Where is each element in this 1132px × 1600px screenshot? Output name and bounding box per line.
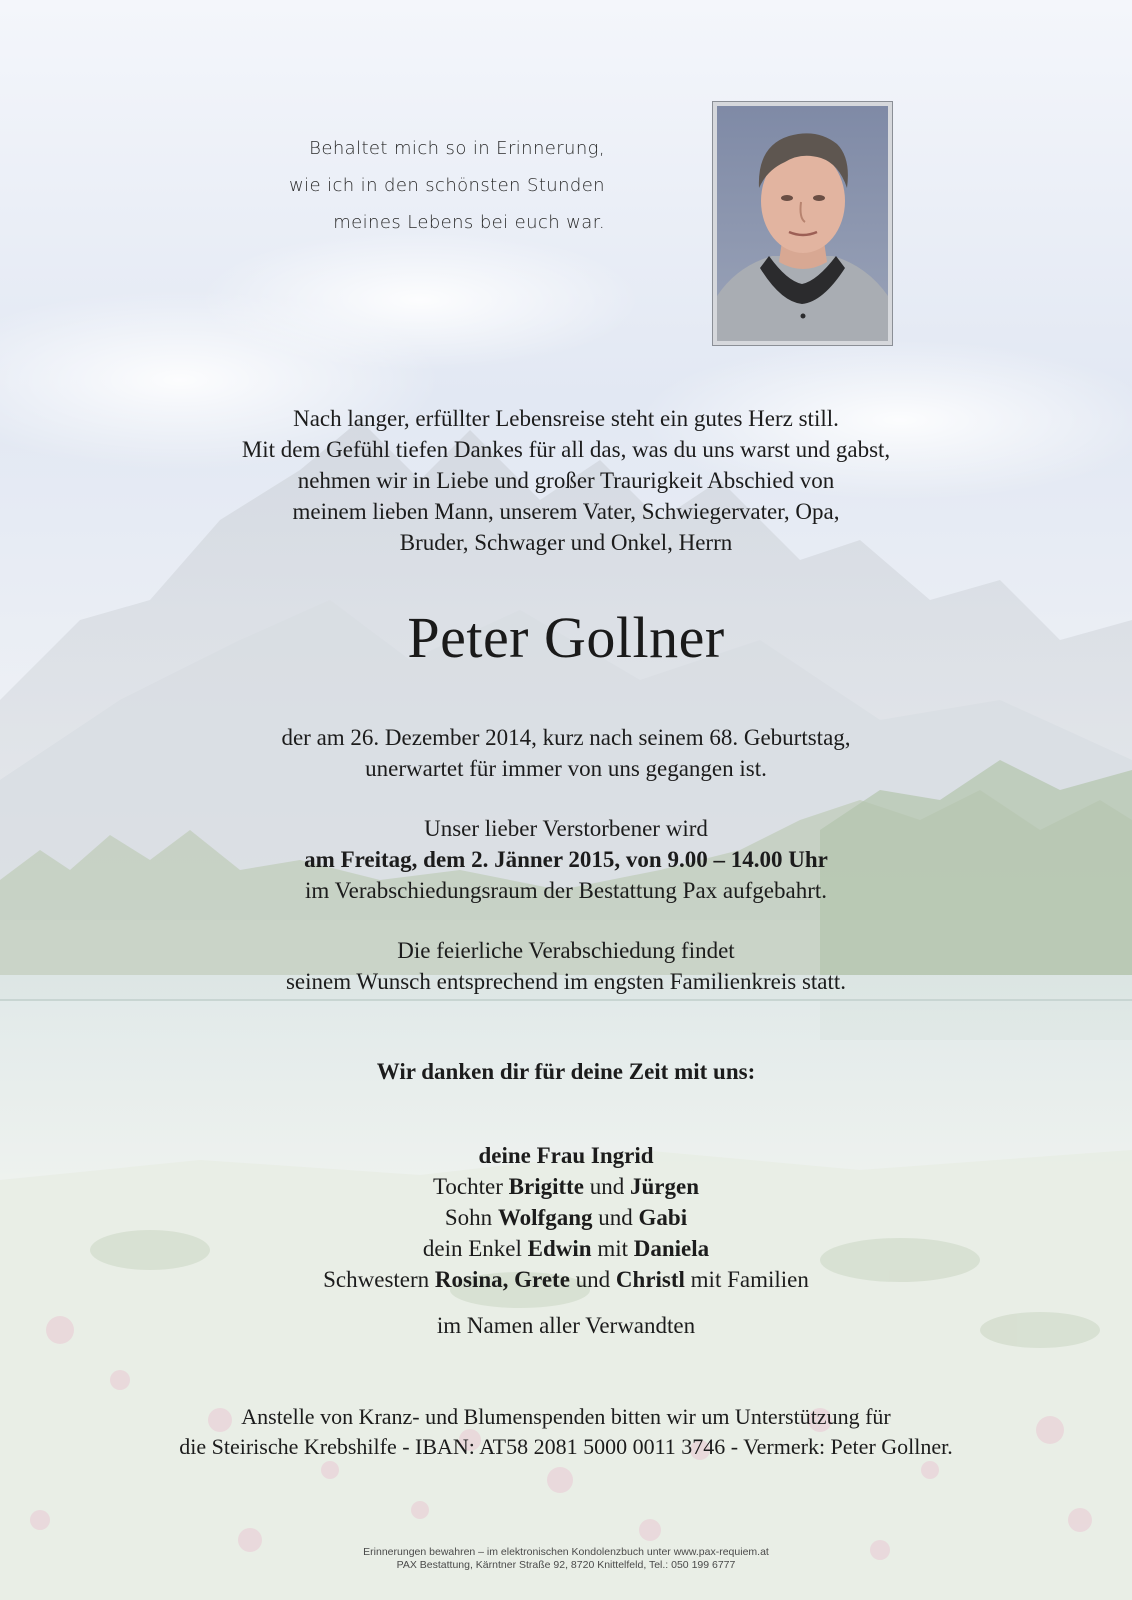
footer-condolence-line: Erinnerungen bewahren – im elektronischen Kondolenzbuch unter www.pax-requiem.at [363, 1546, 769, 1558]
grandson-name: Edwin [527, 1236, 592, 1261]
intro-line: Bruder, Schwager und Onkel, Herrn [399, 530, 733, 555]
family-wife [116, 1140, 1016, 1171]
ceremony-line: Die feierliche Verabschiedung findet [397, 938, 735, 963]
conjunction: und [592, 1205, 639, 1230]
memorial-quote [200, 130, 605, 241]
quote-line: Behaltet mich so in Erinnerung, [309, 138, 605, 159]
relatives-line: im Namen aller Verwandten [436, 1313, 696, 1338]
wake-line: Unser lieber Verstorbener wird [424, 816, 708, 841]
death-line: der am 26. Dezember 2014, kurz nach seinem 68. Geburtstag, [281, 725, 851, 750]
grandson-partner-name: Daniela [633, 1236, 710, 1261]
conjunction: mit [591, 1236, 634, 1261]
sister-name: Christl [615, 1267, 685, 1292]
family-son [116, 1202, 1016, 1233]
son-name: Wolfgang [497, 1205, 593, 1230]
ceremony-line: seinem Wunsch entsprechend im engsten Familienkreis statt. [285, 969, 847, 994]
quote-line: wie ich in den schönsten Stunden [288, 175, 605, 196]
intro-line: nehmen wir in Liebe und großer Traurigkeit Abschied von [297, 468, 835, 493]
death-details [116, 722, 1016, 784]
family-list [116, 1140, 1016, 1295]
family-grandson [116, 1233, 1016, 1264]
intro-line: Nach langer, erfüllter Lebensreise steht ein gutes Herz still. [293, 406, 839, 431]
donation-request [116, 1402, 1016, 1462]
intro-line: Mit dem Gefühl tiefen Dankes für all das, was du uns warst und gabst, [241, 437, 891, 462]
relation-suffix: mit Familien [684, 1267, 809, 1292]
ceremony-details [116, 935, 1016, 997]
wake-date-time: am Freitag, dem 2. Jänner 2015, von 9.00 – 14.00 Uhr [304, 847, 828, 872]
portrait-image [717, 106, 888, 341]
donation-line: Anstelle von Kranz- und Blumenspenden bitten wir um Unterstützung für [241, 1404, 891, 1429]
sisters-names: Rosina, Grete [434, 1267, 570, 1292]
thanks-heading: Wir danken dir für deine Zeit mit uns: [376, 1059, 756, 1084]
wake-details [116, 813, 1016, 906]
funeral-home-footer [116, 1546, 1016, 1572]
relation-label: Tochter [432, 1174, 509, 1199]
conjunction: und [584, 1174, 631, 1199]
wife-name: deine Frau Ingrid [478, 1143, 654, 1168]
quote-line: meines Lebens bei euch war. [333, 212, 605, 233]
relation-label: dein Enkel [422, 1236, 528, 1261]
conjunction: und [569, 1267, 616, 1292]
deceased-name: Peter Gollner [407, 605, 725, 670]
daughter-name: Brigitte [508, 1174, 585, 1199]
intro-text [116, 403, 1016, 558]
family-daughter [116, 1171, 1016, 1202]
death-line: unerwartet für immer von uns gegangen ist. [365, 756, 767, 781]
donation-iban-line: die Steirische Krebshilfe - IBAN: AT58 2081 5000 0011 3746 - Vermerk: Peter Gollner. [179, 1434, 953, 1459]
family-sisters [116, 1264, 1016, 1295]
relation-label: Sohn [444, 1205, 498, 1230]
footer-address-line: PAX Bestattung, Kärntner Straße 92, 8720 Knittelfeld, Tel.: 050 199 6777 [396, 1559, 736, 1571]
relation-label: Schwestern [323, 1267, 435, 1292]
daughter-partner-name: Jürgen [630, 1174, 700, 1199]
wake-line: im Verabschiedungsraum der Bestattung Pax aufgebahrt. [304, 878, 828, 903]
portrait-photo [712, 101, 893, 346]
intro-line: meinem lieben Mann, unserem Vater, Schwiegervater, Opa, [292, 499, 840, 524]
son-partner-name: Gabi [638, 1205, 688, 1230]
